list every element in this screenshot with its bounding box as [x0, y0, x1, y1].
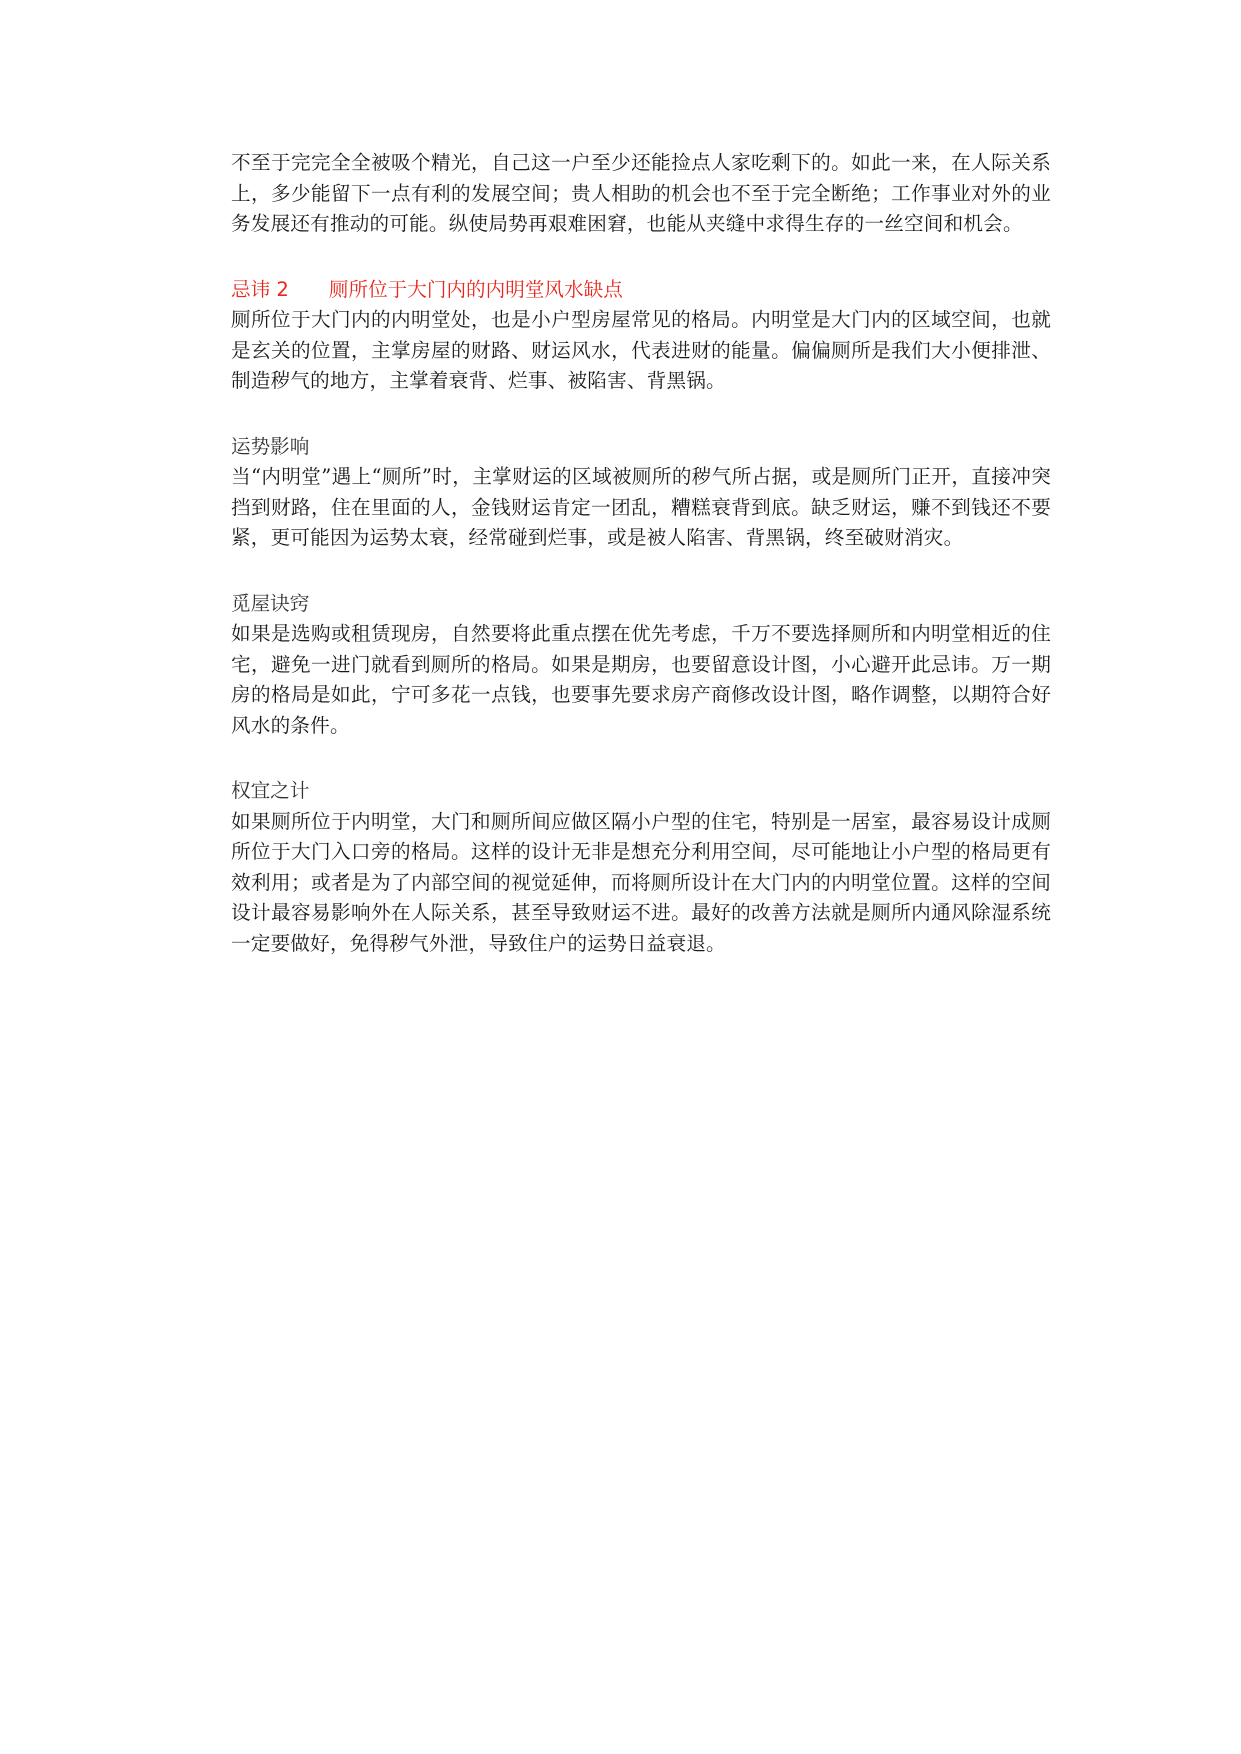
intro-paragraph: 不至于完完全全被吸个精光，自己这一户至少还能捡点人家吃剩下的。如此一来，在人际关系上，多少能留下一点有利的发展空间；贵人相助的机会也不至于完全断绝；工作事业对外的业务发展还有推动的可能。纵使局势再艰难困窘，也能从夹缝中求得生存的一丝空间和机会。 [231, 151, 1051, 235]
spacer [231, 397, 1051, 432]
section-body-workaround: 如果厕所位于内明堂，大门和厕所间应做区隔小户型的住宅，特别是一居室，最容易设计成厕所位于大门入口旁的格局。这样的设计无非是想充分利用空间，尽可能地让小户型的格局更有效利用；或者是为了内部空间的视觉延伸，而将厕所设计在大门内的内明堂位置。这样的空间设计最容易影响外在人际关系，甚至导致财运不进。最好的改善方法就是厕所内通风除湿系统一定要做好，免得秽气外泄，导致住户的运势日益衰退。 [231, 809, 1051, 955]
section-title-fortune: 运势影响 [231, 434, 310, 458]
section-body-house-hunting: 如果是选购或租赁现房，自然要将此重点摆在优先考虑，千万不要选择厕所和内明堂相近的住宅，避免一进门就看到厕所的格局。如果是期房，也要留意设计图，小心避开此忌讳。万一期房的格局是如此，宁可多花一点钱，也要事先要求房产商修改设计图，略作调整，以期符合好风水的条件。 [231, 622, 1051, 737]
taboo-paragraph: 厕所位于大门内的内明堂处，也是小户型房屋常见的格局。内明堂是大门内的区域空间，也就是玄关的位置，主掌房屋的财路、财运风水，代表进财的能量。偏偏厕所是我们大小便排泄、制造秽气的地方，主掌着衰背、烂事、被陷害、背黑锅。 [231, 308, 1051, 392]
taboo-heading [231, 275, 1051, 306]
spacer [231, 741, 1051, 776]
spacer [231, 554, 1051, 589]
section-title-house-hunting: 觅屋诀窍 [231, 591, 310, 615]
section-body-fortune: 当“内明堂”遇上“厕所”时，主掌财运的区域被厕所的秽气所占据，或是厕所门正开，直接冲突挡到财路，住在里面的人，金钱财运肯定一团乱，糟糕衰背到底。缺乏财运，赚不到钱还不要紧，更可能因为运势太衰，经常碰到烂事，或是被人陷害、背黑锅，终至破财消灾。 [231, 465, 1051, 549]
taboo-label: 忌讳 [231, 277, 271, 301]
document-body [231, 148, 1051, 959]
taboo-number: 2 [276, 277, 289, 301]
spacer [231, 240, 1051, 275]
section-title-workaround: 权宜之计 [231, 779, 310, 802]
taboo-title: 厕所位于大门内的内明堂风水缺点 [328, 277, 623, 301]
